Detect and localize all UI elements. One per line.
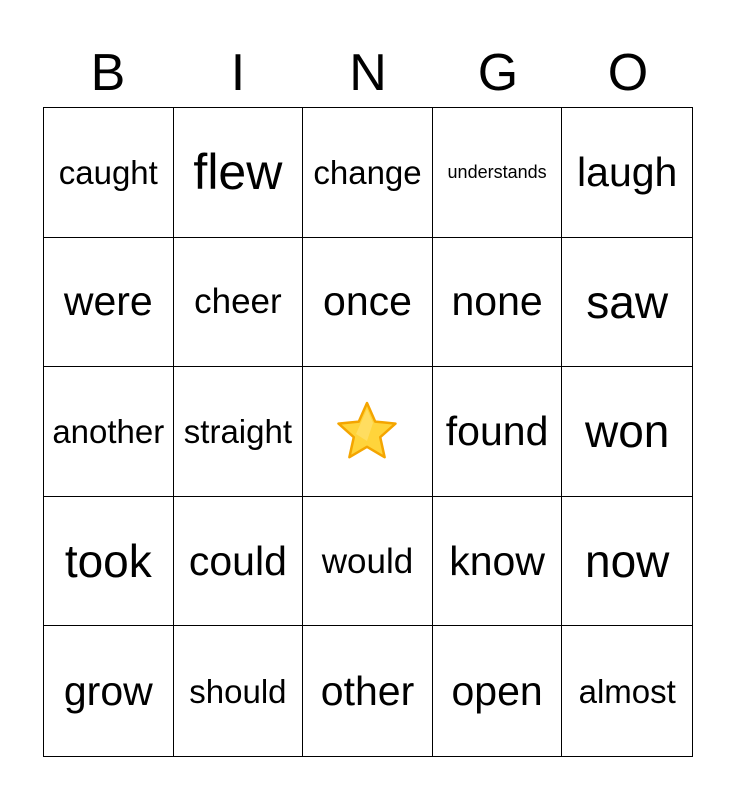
bingo-cell[interactable]: another bbox=[44, 367, 174, 497]
header-letter-b: B bbox=[90, 44, 126, 102]
bingo-cell[interactable]: took bbox=[44, 497, 174, 627]
bingo-board bbox=[43, 107, 693, 757]
bingo-cell[interactable]: won bbox=[562, 367, 692, 497]
bingo-cell[interactable]: other bbox=[303, 626, 433, 756]
bingo-cell[interactable]: change bbox=[303, 108, 433, 238]
bingo-cell[interactable]: found bbox=[433, 367, 563, 497]
bingo-cell[interactable]: could bbox=[174, 497, 304, 627]
bingo-cell[interactable]: open bbox=[433, 626, 563, 756]
bingo-cell[interactable]: understands bbox=[433, 108, 563, 238]
bingo-cell[interactable]: none bbox=[433, 238, 563, 368]
bingo-header bbox=[43, 40, 693, 106]
bingo-cell[interactable]: should bbox=[174, 626, 304, 756]
star-icon bbox=[336, 401, 398, 461]
bingo-cell[interactable]: saw bbox=[562, 238, 692, 368]
bingo-cell[interactable]: cheer bbox=[174, 238, 304, 368]
header-letter-g: G bbox=[477, 44, 519, 102]
bingo-cell[interactable]: once bbox=[303, 238, 433, 368]
bingo-cell[interactable]: would bbox=[303, 497, 433, 627]
header-letter-o: O bbox=[607, 44, 649, 102]
bingo-cell[interactable]: almost bbox=[578, 672, 676, 710]
bingo-cell[interactable]: flew bbox=[174, 108, 304, 238]
bingo-cell[interactable]: straight bbox=[174, 367, 304, 497]
bingo-cell[interactable]: grow bbox=[44, 626, 174, 756]
bingo-cell[interactable]: now bbox=[562, 497, 692, 627]
free-space-cell[interactable] bbox=[303, 367, 433, 497]
bingo-cell[interactable]: caught bbox=[44, 108, 174, 238]
header-letter-n: N bbox=[349, 44, 387, 102]
header-letter-i: I bbox=[230, 44, 246, 102]
bingo-cell[interactable]: were bbox=[44, 238, 174, 368]
bingo-cell[interactable]: laugh bbox=[562, 108, 692, 238]
bingo-cell[interactable]: know bbox=[433, 497, 563, 627]
